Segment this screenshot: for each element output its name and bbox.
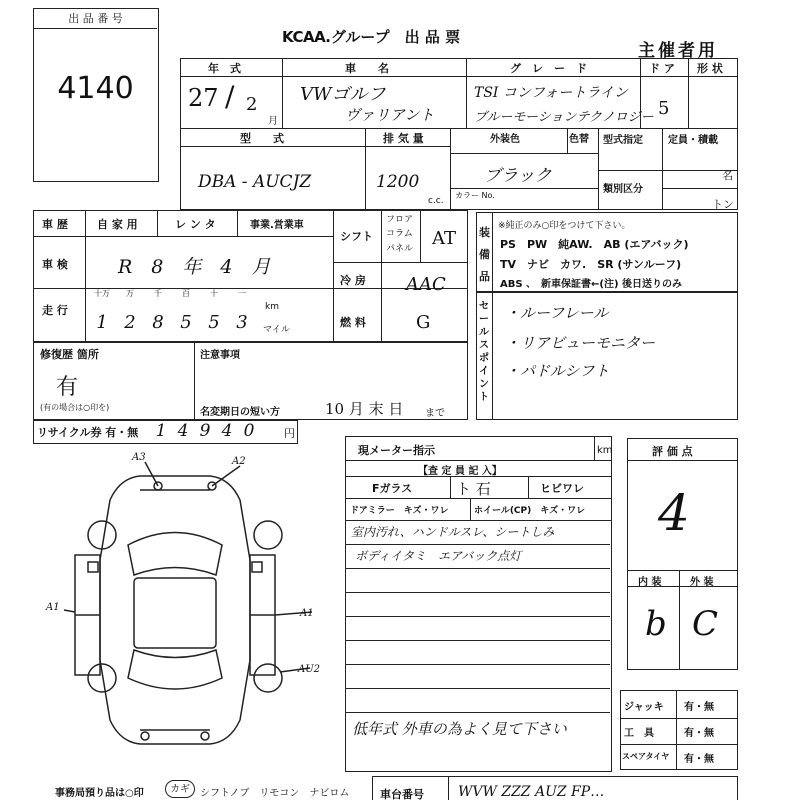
jack-yes-no: 有・無 (684, 702, 714, 713)
sales-point-item: ・リアビューモニター (505, 334, 656, 352)
damage-mark: AU2 (298, 664, 321, 675)
label-inspection: 車 検 (42, 258, 68, 271)
label-tools: 工 具 (624, 728, 654, 739)
score-value: 4 (658, 484, 690, 542)
unit-10: 十 (210, 289, 218, 298)
equipment-line3: ABS 、 新車保証書←(注) 後日送りのみ (500, 279, 683, 290)
label-recycle: リサイクル券 有・無 (37, 426, 139, 439)
remark-row (345, 592, 610, 617)
label-grade: グ レ ー ド (510, 62, 587, 75)
remark-text: ボディイタミ エアバック点灯 (355, 549, 522, 563)
vehicle-name-line2: ヴァリアント (345, 106, 435, 124)
label-mileage: 走 行 (42, 304, 68, 317)
remark-row (345, 688, 610, 713)
windshield-value: ト 石 (456, 480, 491, 498)
equipment-side-3: 品 (479, 270, 490, 283)
repair-value: 有 (56, 375, 79, 400)
recycle-digits (150, 421, 260, 441)
label-windshield-status: ヒビワレ (540, 482, 584, 495)
label-expiry: 名変期日の短い方 (200, 407, 280, 418)
shift-value: AT (432, 228, 457, 249)
damage-mark: A1 (46, 602, 60, 613)
mileage-digit: 5 (180, 312, 192, 333)
recycle-digit: 4 (221, 421, 233, 441)
form-title (282, 26, 460, 47)
wheel-front-right (254, 521, 282, 549)
label-exterior: 外 装 (690, 577, 714, 588)
meter-unit: km (597, 445, 613, 456)
ac-value: AAC (406, 274, 446, 295)
grade-line1: TSI コンフォートライン (474, 85, 628, 101)
label-shape: 形 状 (697, 62, 723, 75)
km-label: km (265, 302, 279, 312)
remark-row (345, 520, 610, 545)
doors-value: 5 (658, 98, 670, 119)
mileage-digit: 5 (208, 312, 220, 333)
label-color-code: 色替 (569, 134, 589, 145)
organizer-label: 主催者用 (638, 41, 718, 61)
equipment-side-2: 備 (479, 248, 490, 261)
label-chassis: 車台番号 (380, 788, 424, 801)
capacity-unit-ton: トン (712, 198, 734, 211)
office-items-list: シフトノブ リモコン ナビロム (200, 788, 350, 799)
interior-grade-value: b (645, 604, 667, 644)
mileage-units-row (88, 288, 256, 299)
unit-1k: 千 (154, 289, 162, 298)
damage-mark: A3 (132, 452, 146, 463)
equipment-note: ※純正のみ○印をつけて下さい。 (498, 221, 631, 231)
capacity-unit-person: 名 (722, 169, 733, 182)
mirror-right (252, 562, 262, 572)
evaluation-box (627, 438, 738, 670)
label-inspector: 【査 定 員 記 入】 (418, 466, 502, 477)
recycle-digit: 4 (177, 421, 189, 441)
label-windshield: Fガラス (372, 482, 413, 495)
equipment-line1: PS PW 純AW. AB (エアバック) (500, 238, 689, 251)
exterior-grade-value: C (692, 604, 719, 644)
month-unit: 月 (268, 116, 278, 127)
year-value: 27 (188, 84, 219, 112)
brand-logo: KCAA (282, 28, 326, 46)
label-exterior-color: 外装色 (490, 134, 520, 145)
color-no-label: カラー No. (455, 191, 495, 200)
label-jack: ジャッキ (624, 702, 664, 713)
lot-number-box (33, 8, 159, 182)
wheel-rear-right (254, 664, 282, 692)
shift-option-floor: フロア (386, 215, 414, 225)
car-roof (134, 578, 216, 648)
recycle-digit: 9 (199, 421, 211, 441)
yen-label: 円 (284, 427, 295, 440)
fuel-value: G (416, 312, 431, 333)
model-value: DBA - AUCJZ (198, 172, 312, 192)
equipment-side-1: 装 (479, 226, 490, 239)
remark-row (345, 544, 610, 569)
key-label: カギ (170, 784, 190, 795)
shift-option-column: コラム (386, 229, 413, 239)
lot-number-value: 4140 (57, 71, 134, 106)
label-type-designation: 型式指定 (603, 135, 643, 146)
label-shift: シフト (340, 230, 373, 243)
office-items-label: 事務局預り品は○印 (55, 788, 144, 799)
expiry-suffix: まで (425, 408, 445, 419)
expiry-date-value: 10 月 末 日 (325, 400, 404, 418)
chassis-value: WVW ZZZ AUZ FP… (458, 784, 605, 800)
remark-row (345, 640, 610, 665)
mileage-digit: 2 (124, 312, 136, 333)
year-slash: / (225, 80, 235, 113)
damage-mark: A2 (232, 456, 246, 467)
mileage-digits (88, 312, 256, 333)
recycle-digit: 0 (243, 421, 255, 441)
displacement-value: 1200 (376, 172, 420, 192)
mileage-digit: 8 (152, 312, 164, 333)
label-notes: 注意事項 (200, 350, 240, 361)
car-rear-window (128, 650, 222, 689)
label-capacity: 定員・積載 (668, 135, 718, 146)
grade-line2: ブルーモーションテクノロジー (474, 110, 654, 125)
vehicle-name-line1: VWゴルフ (300, 84, 386, 105)
mileage-digit: 3 (236, 312, 248, 333)
exterior-color-value: ブラック (484, 166, 552, 186)
label-usage-business: 事業.営業車 (250, 220, 304, 231)
unit-1: 一 (238, 289, 246, 298)
label-ac: 冷 房 (340, 274, 366, 287)
label-door-mirror: ドアミラー キズ・ワレ (350, 506, 449, 516)
label-usage-rental: レ ン タ (175, 218, 216, 231)
remark-row (345, 568, 610, 593)
spare-yes-no: 有・無 (684, 754, 714, 765)
unit-100: 百 (182, 289, 190, 298)
label-model: 型 式 (240, 132, 284, 145)
mile-label: マイル (263, 325, 290, 335)
form-title-text: .グループ 出 品 票 (325, 28, 461, 46)
remarks-footer: 低年式 外車の為よく見て下さい (352, 720, 567, 738)
label-spare: スペアタイヤ (622, 752, 670, 761)
label-year: 年 式 (208, 62, 241, 75)
repair-note: (有の場合は○印を) (40, 403, 110, 412)
label-meter: 現メーター指示 (358, 444, 435, 457)
label-repair: 修復歴 箇所 (40, 348, 99, 361)
label-score: 評 価 点 (652, 445, 693, 458)
mileage-digit: 1 (96, 312, 108, 333)
car-damage-diagram (40, 450, 340, 770)
label-class-code: 類別区分 (603, 184, 643, 195)
lot-number-label: 出 品 番 号 (34, 9, 157, 29)
tools-yes-no: 有・無 (684, 728, 714, 739)
recycle-digit: 1 (155, 421, 167, 441)
sales-point-item: ・パドルシフト (505, 362, 610, 380)
label-door: ド ア (649, 62, 675, 75)
unit-100k: 十万 (94, 289, 110, 298)
key-circle (165, 780, 195, 798)
car-windshield (128, 533, 222, 576)
label-displacement: 排 気 量 (383, 132, 424, 145)
sales-points-label: セールスポイント (479, 301, 489, 403)
car-body-outline (100, 476, 250, 744)
month-value: 2 (246, 94, 258, 115)
label-name: 車 名 (345, 62, 389, 75)
label-usage: 車 歴 (42, 218, 68, 231)
label-usage-private: 自 家 用 (97, 218, 138, 231)
cc-unit: c.c. (428, 196, 444, 206)
label-wheel: ホイール(CP) キズ・ワレ (474, 506, 586, 516)
label-fuel: 燃 料 (340, 316, 366, 329)
remark-text: 室内汚れ、ハンドルスレ、シートしみ (351, 525, 555, 539)
shift-option-panel: パネル (386, 244, 414, 254)
unit-10k: 万 (126, 289, 134, 298)
remark-row (345, 616, 610, 641)
label-interior: 内 装 (638, 577, 662, 588)
sales-point-item: ・ルーフレール (505, 304, 609, 322)
remark-row (345, 664, 610, 689)
inspection-value: R 8 年 4 月 (118, 256, 271, 278)
mirror-left (88, 562, 98, 572)
equipment-line2: TV ナビ カワ. SR (サンルーフ) (500, 258, 682, 271)
damage-mark: A1 (300, 608, 314, 619)
